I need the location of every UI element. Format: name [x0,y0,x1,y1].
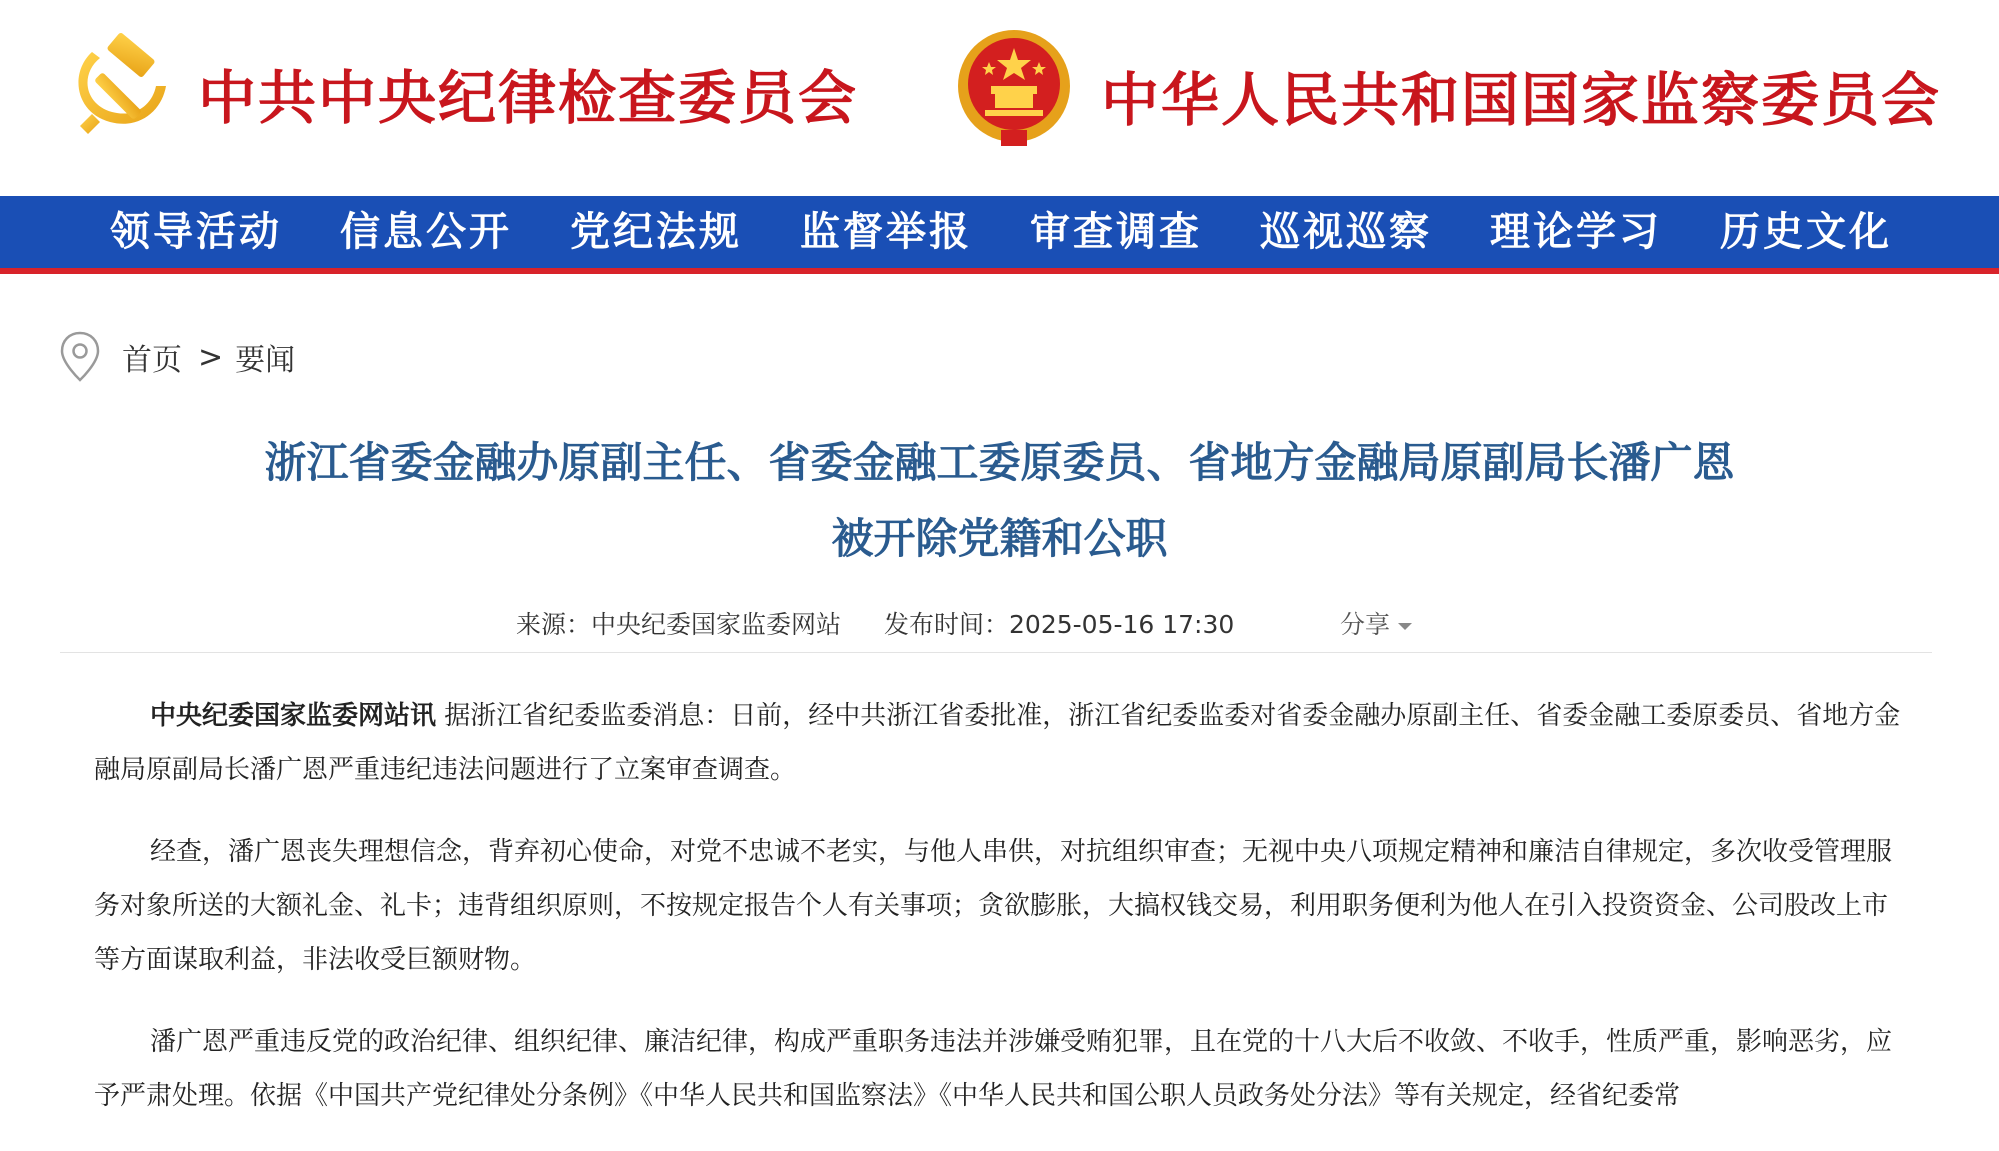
article-body [94,689,1904,1151]
nsc-brand[interactable] [955,26,1941,150]
source-value: 中央纪委国家监委网站 [591,610,842,639]
paragraph-1-text: 据浙江省纪委监委消息：日前，经中共浙江省委批准，浙江省纪委监委对省委金融办原副主任、省委金融工委原委员、省地方金融局原副局长潘广恩严重违纪违法问题进行了立案审查调查。 [94,701,1901,785]
article-title-line-1: 浙江省委金融办原副主任、省委金融工委原委员、省地方金融局原副局长潘广恩 [264,438,1735,487]
paragraph-1 [94,689,1904,797]
ccdi-brand[interactable] [62,30,858,142]
nav-item-info-disclosure[interactable]: 信息公开 [340,208,512,255]
breadcrumb-home[interactable]: 首页 [122,343,182,378]
national-emblem-icon [955,26,1073,150]
nav-item-history-culture[interactable]: 历史文化 [1720,208,1892,255]
nav-item-leadership[interactable]: 领导活动 [110,208,282,255]
nav-item-party-regulations[interactable]: 党纪法规 [570,208,742,255]
meta-divider [60,652,1932,653]
nsc-title: 中华人民共和国国家监察委员会 [1101,66,1942,134]
breadcrumb [58,330,295,384]
breadcrumb-current[interactable]: 要闻 [235,343,296,378]
nav-item-theory-study[interactable]: 理论学习 [1490,208,1662,255]
paragraph-3: 潘广恩严重违反党的政治纪律、组织纪律、廉洁纪律，构成严重职务违法并涉嫌受贿犯罪，且在党的十八大后不收敛、不收手，性质严重，影响恶劣，应予严肃处理。依据《中国共产党纪律处分条例》《中华人民共和国监察法》《中华人民共和国公职人员政务处分法》等有关规定，经省纪委常 [94,1027,1893,1111]
location-pin-icon [58,330,102,384]
paragraph-2: 经查，潘广恩丧失理想信念，背弃初心使命，对党不忠诚不老实，与他人串供，对抗组织审查；无视中央八项规定精神和廉洁自律规定，多次收受管理服务对象所送的大额礼金、礼卡；违背组织原则，不按规定报告个人有关事项；贪欲膨胀，大搞权钱交易，利用职务便利为他人在引入投资资金、公司股改上市等方面谋取利益，非法收受巨额财物。 [94,837,1893,975]
nav-item-inspection[interactable]: 巡视巡察 [1260,208,1432,255]
chevron-down-icon [1398,623,1412,630]
party-emblem-icon [62,30,174,142]
source-label: 来源： [516,610,592,639]
time-label: 发布时间： [884,610,1010,639]
article-source [516,605,841,641]
article-title-line-2: 被开除党籍和公职 [831,514,1168,563]
site-header [0,0,1999,196]
share-label: 分享 [1340,610,1391,639]
main-nav [0,196,1999,274]
lead-text: 中央纪委国家监委网站讯 [150,701,437,731]
article-time [884,605,1234,641]
article-title [0,425,1999,577]
nav-item-investigation[interactable]: 审查调查 [1030,208,1202,255]
ccdi-title: 中共中央纪律检查委员会 [198,64,859,132]
share-button[interactable] [1340,605,1412,641]
nav-items [110,196,1950,268]
breadcrumb-separator: > [198,339,224,375]
time-value: 2025-05-16 17:30 [1009,610,1235,639]
nav-item-supervision-report[interactable]: 监督举报 [800,208,972,255]
